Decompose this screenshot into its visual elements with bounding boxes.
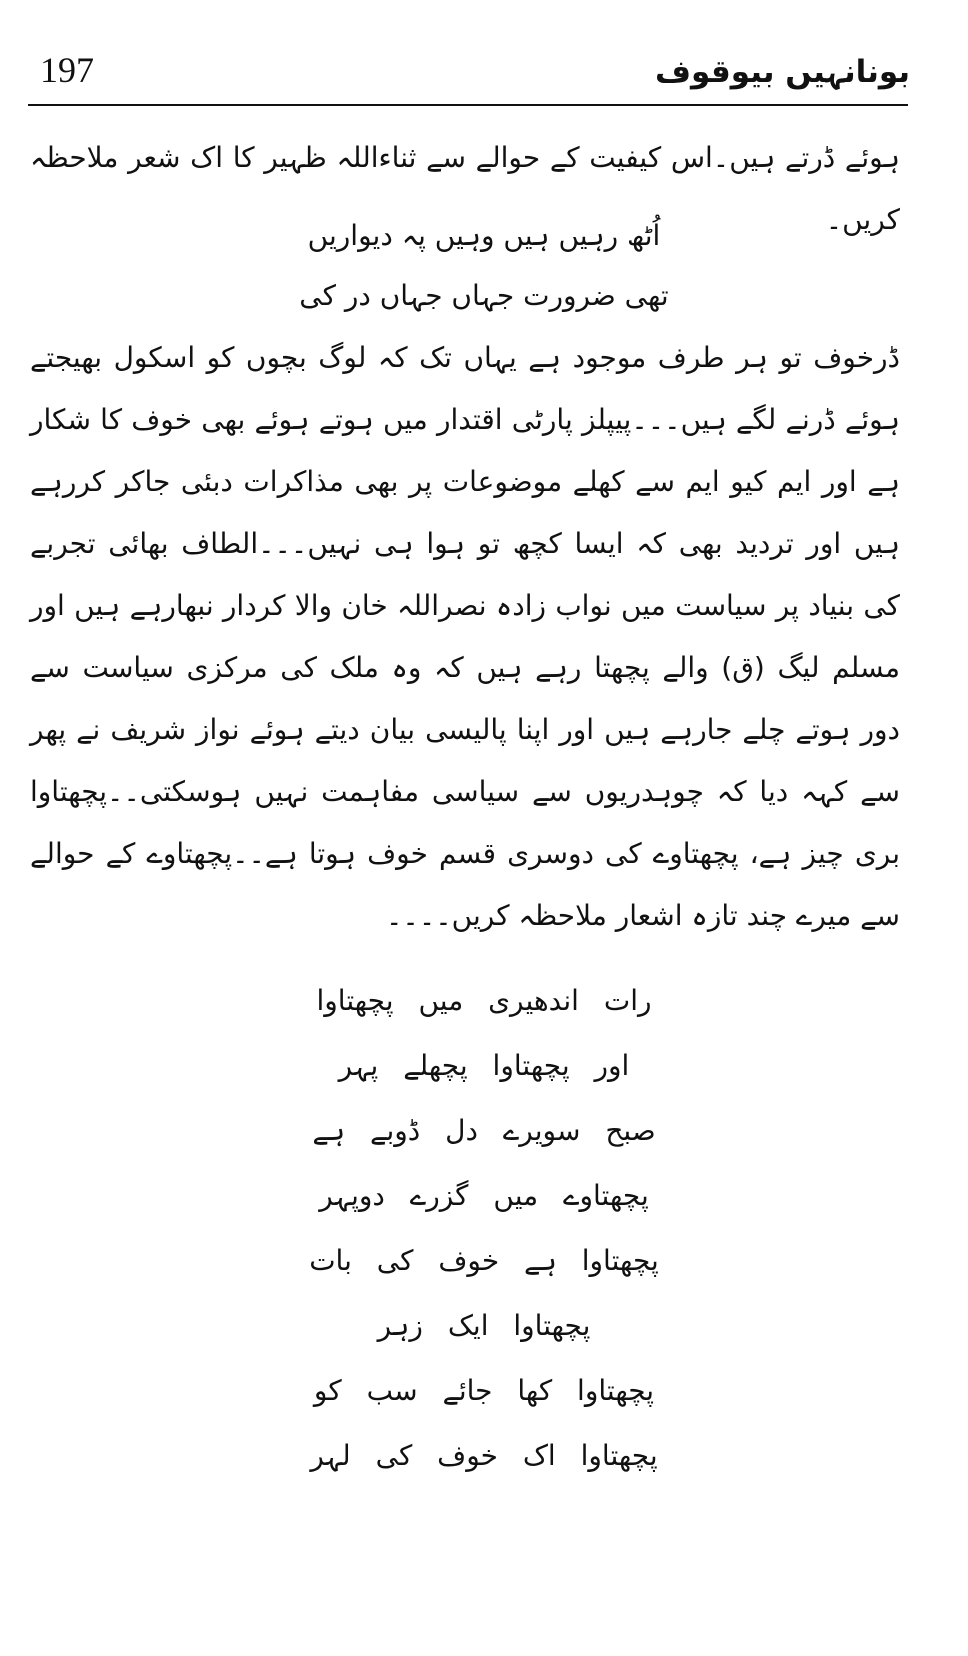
poem-line-5: پچھتاوا ہے خوف کی بات [309, 1244, 659, 1277]
poem-line-8: پچھتاوا اک خوف کی لہر [310, 1439, 658, 1472]
poem-line-7: پچھتاوا کھا جائے سب کو [313, 1374, 655, 1407]
poem-line-3: صبح سویرے دل ڈوبے ہے [312, 1114, 656, 1147]
poem-line-4: پچھتاوے میں گزرے دوپہر [319, 1179, 649, 1212]
poem-line-2: اور پچھتاوا پچھلے پہر [338, 1049, 630, 1082]
poem-line-1: رات اندھیری میں پچھتاوا [316, 984, 652, 1017]
page-number: 197 [40, 50, 94, 90]
intro-paragraph: ہوئے ڈرتے ہیں۔اس کیفیت کے حوالے سے ثناءاللہ ظہیر کا اک شعر ملاحظہ کریں۔ [30, 141, 900, 236]
header-rule [28, 104, 908, 106]
poem-line-6: پچھتاوا ایک زہر [377, 1309, 591, 1342]
main-paragraph: ڈرخوف تو ہر طرف موجود ہے یہاں تک کہ لوگ بچوں کو اسکول بھیجتے ہوئے ڈرنے لگے ہیں۔۔۔پیپلز پارٹی اقتدار میں ہوتے ہوئے بھی خوف کا شکار ہے اور ایم کیو ایم سے کھلے موضوعات پر بھی مذاکرات دبئی جاکر کررہے ہیں اور تردید بھی کہ ایسا کچھ تو ہوا ہی نہیں۔۔۔الطاف بھائی تجربے کی بنیاد پر سیاست میں نواب زادہ نصراللہ خان والا کردار نبھارہے ہیں اور مسلم لیگ (ق) والے پچھتا رہے ہیں کہ وہ ملک کی مرکزی سیاست سے دور ہوتے چلے جارہے ہیں اور اپنا پالیسی بیان دیتے ہوئے نواز شریف نے پھر سے کہہ دیا کہ چوہدریوں سے سیاسی مفاہمت نہیں ہوسکتی۔۔پچھتاوا بری چیز ہے، پچھتاوے کی دوسری قسم خوف ہوتا ہے۔۔پچھتاوے کے حوالے سے میرے چند تازہ اشعار ملاحظہ کریں۔۔۔۔ [30, 341, 900, 932]
running-title: بونانہیں بیوقوف [655, 54, 910, 90]
couplet-line-2: تھی ضرورت جہاں جہاں در کی [299, 279, 669, 312]
couplet-line-1: اُٹھ رہیں ہیں وہیں پہ دیواریں [307, 219, 661, 252]
